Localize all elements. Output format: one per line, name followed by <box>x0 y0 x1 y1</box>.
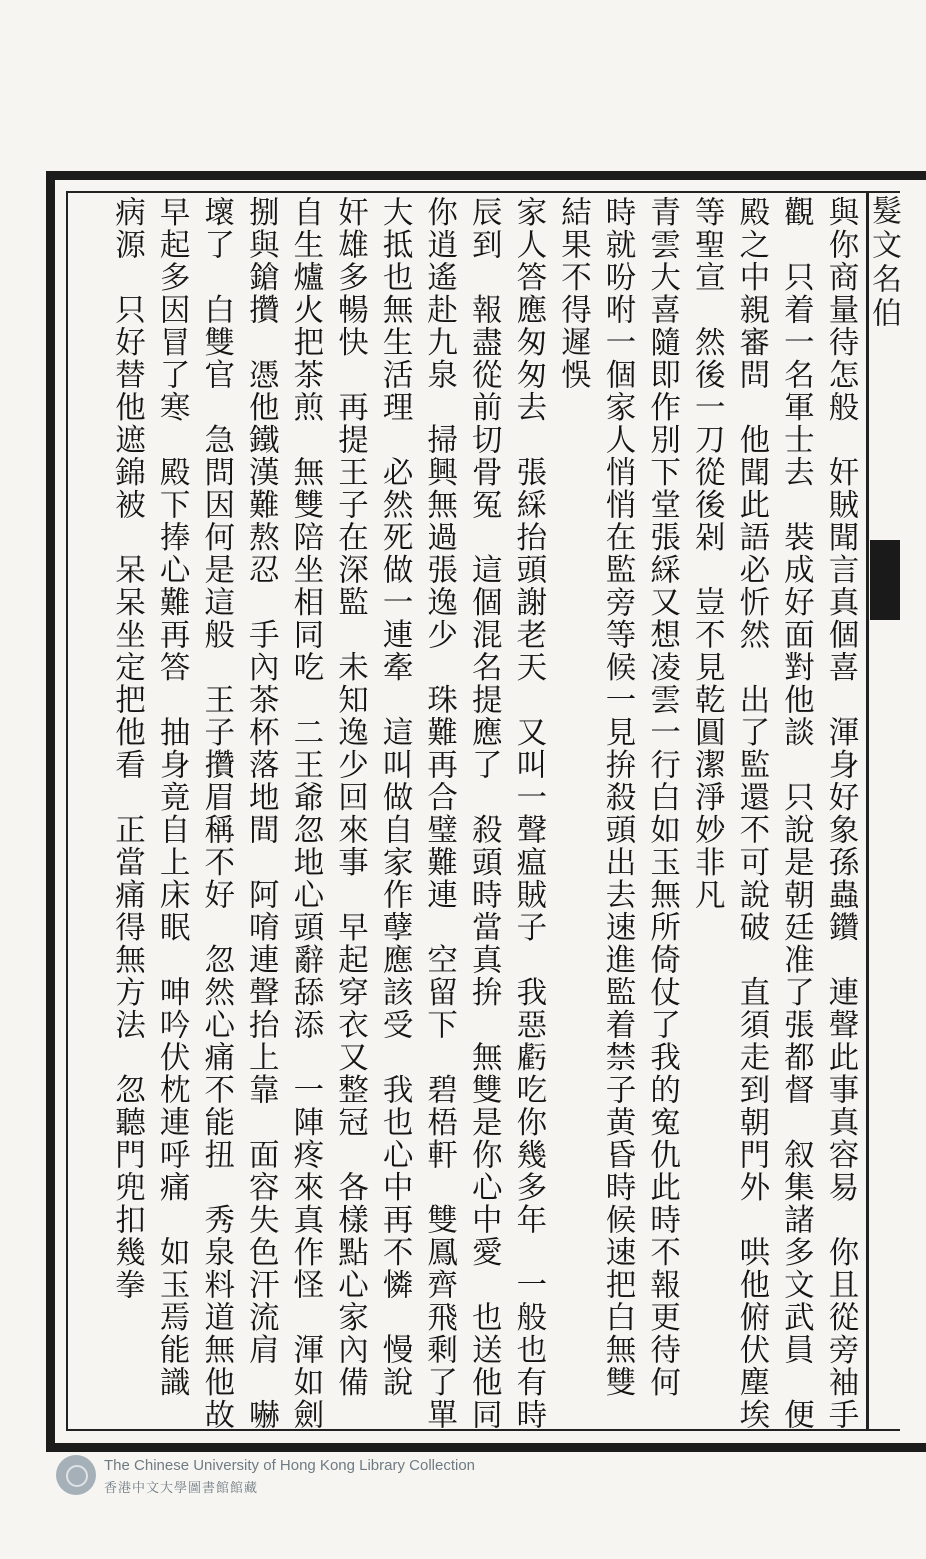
text-column: 早起多因冒了寒 殿下捧心難再答 抽身竟自上床眠 呻吟伏枕連呼痛 如玉焉能識 <box>154 196 190 1399</box>
text-column: 自生爐火把茶煎 無雙陪坐相同吃 二王爺忽地心頭辭舔添 一陣疼來真作怪 渾如劍 <box>287 196 323 1431</box>
watermark-english: The Chinese University of Hong Kong Library Collection <box>104 1457 476 1474</box>
text-column: 等聖宣 然後一刀從後剁 豈不見乾圓潔淨妙非凡 <box>689 196 725 911</box>
text-column: 病源 只好替他遮錦被 呆呆坐定把他看 正當痛得無方法 忽聽門兜扣幾拳 <box>109 196 145 1301</box>
text-column: 壞了 白雙官 急問因何是這般 王子攢眉稱不好 忽然心痛不能扭 秀泉料道無他故 <box>198 196 234 1431</box>
text-column: 殿之中親審問 他聞此語必忻然 出了監還不可說破 直須走到朝門外 哄他俯伏塵埃 <box>733 196 769 1431</box>
text-column: 大抵也無生活理 必然死做一連牽 這叫做自家作孽應該受 我也心中再不憐 慢說 <box>377 196 413 1399</box>
text-column: 奸雄多暢快 再提王子在深監 未知逸少回來事 早起穿衣又整冠 各樣點心家內備 <box>332 196 368 1399</box>
text-column: 青雲大喜隨即作別下堂張綵又想凌雲一行白如玉無所倚仗了我的寃仇此時不報更待何 <box>644 196 680 1399</box>
text-column: 捌與鎗攢 憑他鐵漢難熬忍 手內茶杯落地間 阿唷連聲抬上靠 面容失色汗流肩 嚇 <box>243 196 279 1431</box>
watermark-chinese: 香港中文大學圖書館館藏 <box>104 1481 259 1496</box>
text-column: 與你商量待怎般 奸賊聞言真個喜 渾身好象孫蟲鑽 連聲此事真容易 你且從旁袖手 <box>823 196 858 1431</box>
text-column: 觀 只着一名軍士去 裝成好面對他談 只說是朝廷准了張都督 叙集諸多文武員 便 <box>778 196 814 1431</box>
text-column: 時就吩咐一個家人悄悄在監旁等候一見拚殺頭出去速進監着禁子黄昏時候速把白無雙 <box>600 196 636 1399</box>
text-column: 結果不得遲悞 <box>555 196 591 391</box>
library-logo-icon <box>56 1455 96 1495</box>
page-header-fragment: 髮文名伯 <box>866 195 901 331</box>
text-column: 家人答應匆匆去 張綵抬頭謝老天 又叫一聲瘟賊子 我惡虧吃你幾多年 一般也有時 <box>510 196 546 1431</box>
library-watermark <box>56 1455 576 1499</box>
text-column: 辰到 報盡從前切骨冤 這個混名提應了 殺頭時當真拚 無雙是你心中愛 也送他同 <box>466 196 502 1431</box>
column-divider <box>866 191 869 1431</box>
text-body <box>80 196 862 1431</box>
text-column: 你逍遙赴九泉 掃興無過張逸少 珠難再合璧難連 空留下 碧梧軒 雙鳳齊飛剩了單 <box>421 196 457 1431</box>
